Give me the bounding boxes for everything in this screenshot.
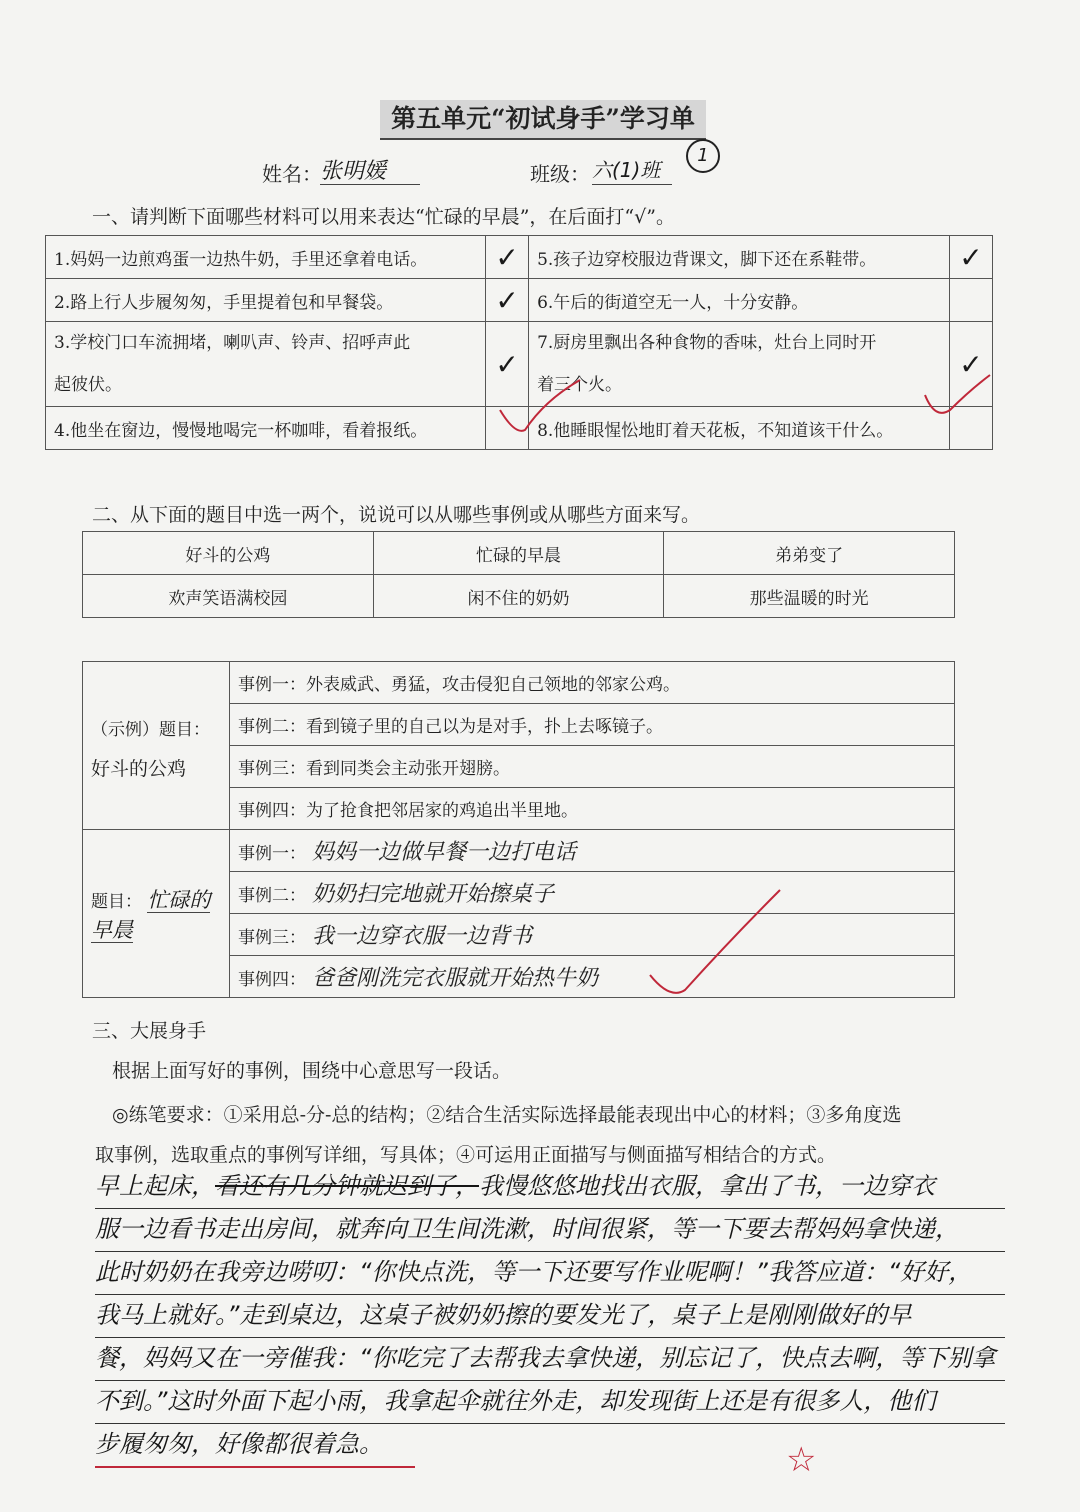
teacher-check-marks xyxy=(470,360,1030,450)
example-case: 事例三：看到同类会主动张开翅膀。 xyxy=(230,746,955,788)
circled-mark: 1 xyxy=(686,139,720,173)
example-topic-label: （示例）题目： xyxy=(91,719,210,740)
student-case: 事例一： 妈妈一边做早餐一边打电话 xyxy=(230,830,955,872)
student-case: 事例二： 奶奶扫完地就开始擦桌子 xyxy=(230,872,955,914)
section3-instruction: 根据上面写好的事例，围绕中心意思写一段话。 xyxy=(112,1060,512,1082)
table-row xyxy=(46,236,993,279)
name-field[interactable]: 张明媛 xyxy=(320,154,420,185)
student-case: 事例三： 我一边穿衣服一边背书 xyxy=(230,914,955,956)
topic-option: 闲不住的奶奶 xyxy=(373,575,664,618)
essay-line: 不到。”这时外面下起小雨，我拿起伞就往外走，却发现街上还是有很多人，他们 xyxy=(95,1381,1005,1424)
table-row xyxy=(46,279,993,322)
example-cases-table xyxy=(82,661,955,998)
essay-line: 我马上就好。”走到桌边，这桌子被奶奶擦的要发光了，桌子上是刚刚做好的早 xyxy=(95,1295,1005,1338)
table-row xyxy=(83,662,955,704)
topic-options-table xyxy=(82,531,955,618)
essay-line: 服一边看书走出房间，就奔向卫生间洗漱，时间很紧，等一下要去帮妈妈拿快递， xyxy=(95,1209,1005,1252)
struck-text: 看还有几分钟就迟到了， xyxy=(215,1172,479,1200)
example-case: 事例一：外表威武、勇猛，攻击侵犯自己领地的邻家公鸡。 xyxy=(230,662,955,704)
name-label: 姓名： xyxy=(262,162,322,186)
check-cell[interactable]: ✓ xyxy=(950,236,993,279)
student-case-answer[interactable]: 妈妈一边做早餐一边打电话 xyxy=(312,840,577,865)
essay-line: 此时奶奶在我旁边唠叨：“你快点洗，等一下还要写作业呢啊！”我答应道：“好好， xyxy=(95,1252,1005,1295)
worksheet-title: 第五单元“初试身手”学习单 xyxy=(380,100,706,140)
table-row xyxy=(83,532,955,575)
section2-heading: 二、从下面的题目中选一两个，说说可以从哪些事例或从哪些方面来写。 xyxy=(92,504,701,526)
example-case: 事例四：为了抢食把邻居家的鸡追出半里地。 xyxy=(230,788,955,830)
material-item: 3.学校门口车流拥堵，喇叭声、铃声、招呼声此 起彼伏。 xyxy=(46,322,486,407)
topic-option: 欢声笑语满校园 xyxy=(83,575,374,618)
material-item: 1.妈妈一边煎鸡蛋一边热牛奶，手里还拿着电话。 xyxy=(46,236,486,279)
topic-option: 好斗的公鸡 xyxy=(83,532,374,575)
student-case-answer[interactable]: 奶奶扫完地就开始擦桌子 xyxy=(312,882,555,907)
check-cell[interactable] xyxy=(950,279,993,322)
table-row xyxy=(83,830,955,872)
class-label: 班级： xyxy=(530,162,590,186)
student-case-answer[interactable]: 我一边穿衣服一边背书 xyxy=(312,924,533,949)
material-item: 7.厨房里飘出各种食物的香味，灶台上同时开 着三个火。 xyxy=(529,322,950,407)
check-cell[interactable]: ✓ xyxy=(486,279,529,322)
essay-line: 步履匆匆，好像都很着急。 xyxy=(95,1424,415,1468)
material-item: 5.孩子边穿校服边背课文，脚下还在系鞋带。 xyxy=(529,236,950,279)
star-mark: ☆ xyxy=(786,1440,817,1480)
requirements-line1: ◎练笔要求：①采用总-分-总的结构；②结合生活实际选择最能表现出中心的材料；③多角度选 xyxy=(112,1104,902,1126)
student-topic-cell xyxy=(83,830,230,998)
requirements-line2: 取事例，选取重点的事例写详细，写具体；④可运用正面描写与侧面描写相结合的方式。 xyxy=(95,1144,837,1166)
material-item: 6.午后的街道空无一人，十分安静。 xyxy=(529,279,950,322)
table-row xyxy=(83,575,955,618)
student-case: 事例四： 爸爸刚洗完衣服就开始热牛奶 xyxy=(230,956,955,998)
student-topic-field[interactable]: 忙碌的早晨 xyxy=(91,887,211,942)
example-case: 事例二：看到镜子里的自己以为是对手，扑上去啄镜子。 xyxy=(230,704,955,746)
example-topic-cell xyxy=(83,662,230,830)
essay-area[interactable] xyxy=(95,1166,1005,1466)
class-field[interactable]: 六(1)班 xyxy=(592,154,672,185)
section1-heading: 一、请判断下面哪些材料可以用来表达“忙碌的早晨”，在后面打“√”。 xyxy=(92,206,675,228)
topic-option: 弟弟变了 xyxy=(664,532,955,575)
check-cell[interactable]: ✓ xyxy=(486,236,529,279)
teacher-check-mark-large xyxy=(640,880,800,1010)
topic-option: 那些温暖的时光 xyxy=(664,575,955,618)
student-case-answer[interactable]: 爸爸刚洗完衣服就开始热牛奶 xyxy=(312,966,599,991)
check-cell[interactable]: ✓ xyxy=(950,322,993,407)
student-topic-label: 题目： xyxy=(91,891,142,912)
essay-line: 早上起床，看还有几分钟就迟到了，我慢悠悠地找出衣服，拿出了书，一边穿衣 xyxy=(95,1166,1005,1209)
example-topic-name: 好斗的公鸡 xyxy=(91,757,187,780)
section3-heading: 三、大展身手 xyxy=(92,1020,207,1042)
material-item: 4.他坐在窗边，慢慢地喝完一杯咖啡，看着报纸。 xyxy=(46,407,486,450)
check-cell[interactable]: ✓ xyxy=(486,322,529,407)
topic-option: 忙碌的早晨 xyxy=(373,532,664,575)
material-item: 2.路上行人步履匆匆，手里提着包和早餐袋。 xyxy=(46,279,486,322)
material-item: 8.他睡眼惺忪地盯着天花板，不知道该干什么。 xyxy=(529,407,950,450)
essay-line: 餐，妈妈又在一旁催我：“你吃完了去帮我去拿快递，别忘记了，快点去啊，等下别拿 xyxy=(95,1338,1005,1381)
